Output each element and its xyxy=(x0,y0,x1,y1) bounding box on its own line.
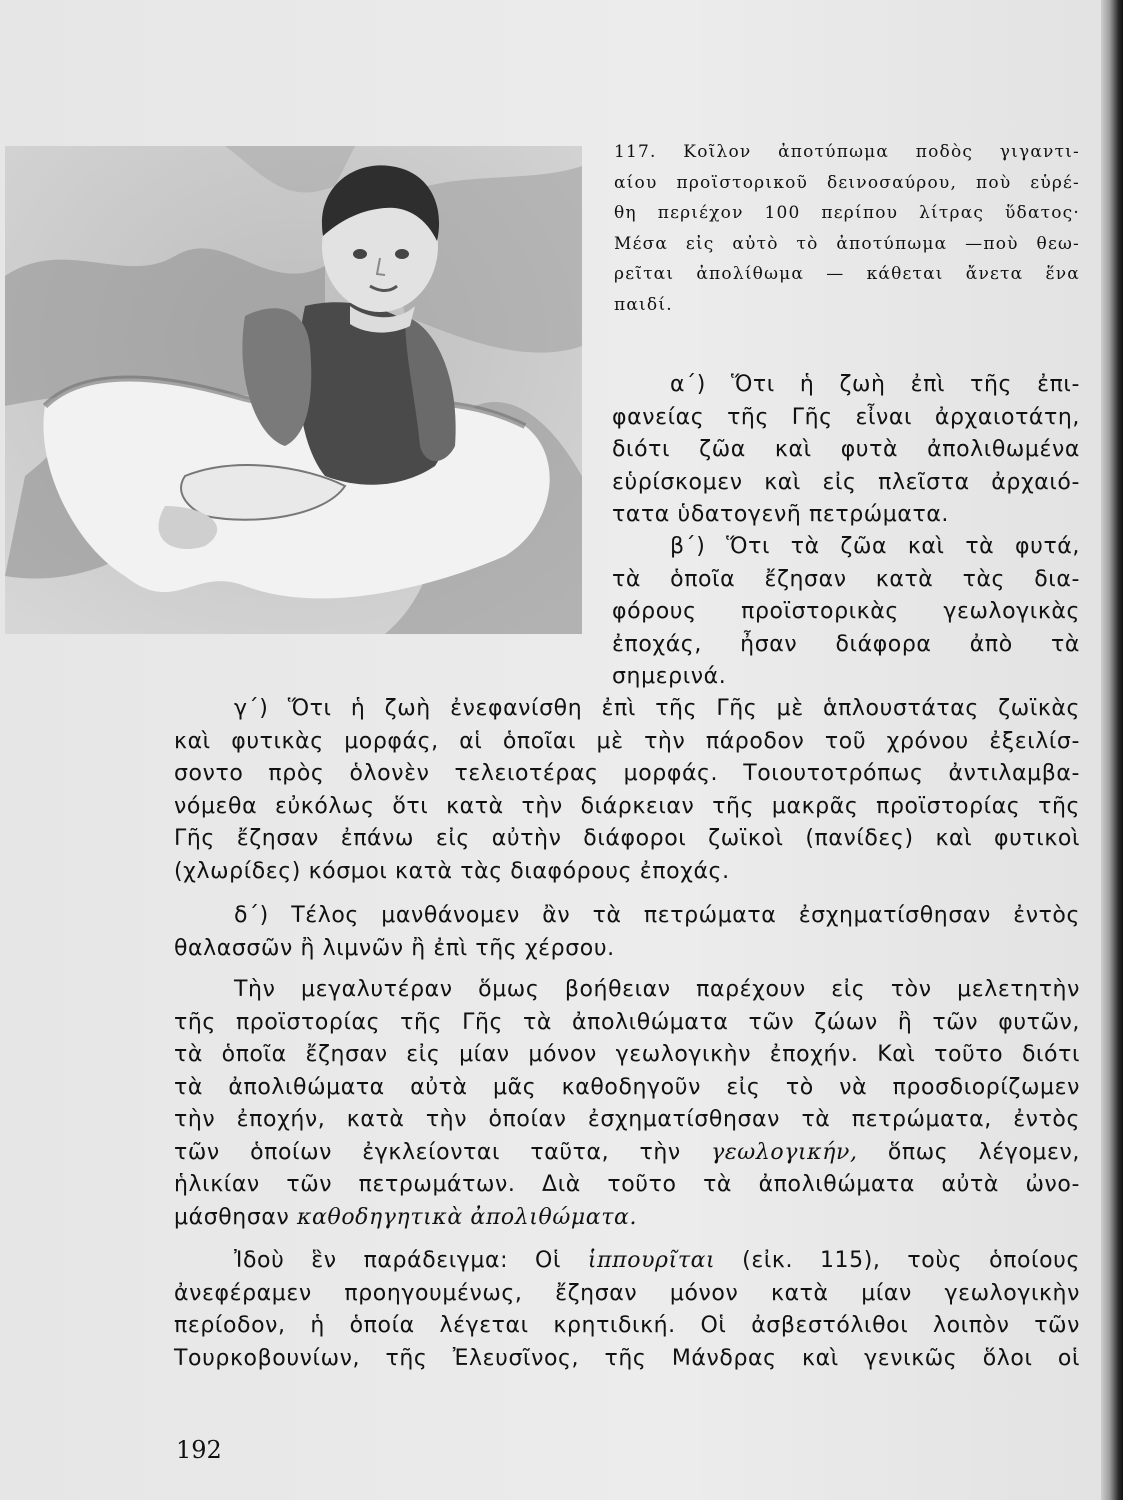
text-line: φανείας τῆς Γῆς εἶναι ἀρχαιοτάτη, xyxy=(612,404,1080,430)
text-line: ἀνεφέραμεν προηγουμένως, ἔζησαν μόνον κατὰ μίαν γεωλογικὴν xyxy=(174,1280,1080,1306)
caption-line: Μέσα εἰς αὐτὸ τὸ ἀποτύπωμα —ποὺ θεω- xyxy=(614,233,1080,254)
page-number: 192 xyxy=(176,1436,222,1464)
text-line: εὑρίσκομεν καὶ εἰς πλεῖστα ἀρχαιό- xyxy=(612,469,1080,495)
text-segment: (εἰκ. 115), τοὺς ὁποίους xyxy=(715,1248,1080,1273)
italic-term-geologiki: γεωλογικήν, xyxy=(711,1139,858,1165)
caption-line: παιδί. xyxy=(614,294,673,315)
text-line: φόρους προϊστορικὰς γεωλογικὰς xyxy=(612,599,1080,624)
paragraph-alpha xyxy=(612,369,1080,532)
italic-term-ippouritai: ἱππουρῖται xyxy=(587,1248,716,1273)
text-line: (χλωρίδες) κόσμοι κατὰ τὰς διαφόρους ἐποχάς. xyxy=(174,858,730,884)
text-line: θαλασσῶν ἢ λιμνῶν ἢ ἐπὶ τῆς χέρσου. xyxy=(174,935,615,961)
text-line: Τουρκοβουνίων, τῆς Ἐλευσῖνος, τῆς Μάνδρας καὶ γενικῶς ὅλοι οἱ xyxy=(174,1345,1080,1371)
text-line: τῆς προϊστορίας τῆς Γῆς τὰ ἀπολιθώματα τῶν ζώων ἢ τῶν φυτῶν, xyxy=(174,1009,1080,1035)
text-line: β΄) Ὅτι τὰ ζῶα καὶ τὰ φυτά, xyxy=(670,534,1080,559)
text-line: Τὴν μεγαλυτέραν ὅμως βοήθειαν παρέχουν εἰς τὸν μελετητὴν xyxy=(234,977,1080,1002)
caption-line: αίου προϊστορικοῦ δεινοσαύρου, ποὺ εὑρέ- xyxy=(614,172,1080,193)
text-line: περίοδον, ἡ ὁποία λέγεται κρητιδική. Οἱ ἀσβεστόλιθοι λοιπὸν τῶν xyxy=(174,1313,1080,1338)
paragraph-main xyxy=(174,974,1080,1234)
text-line: τὰ ὁποῖα ἔζησαν εἰς μίαν μόνον γεωλογικὴν ἐποχήν. Καὶ τοῦτο διότι xyxy=(174,1042,1080,1067)
text-segment: μάσθησαν xyxy=(174,1204,297,1230)
text-segment: τῶν ὁποίων ἐγκλείονται ταῦτα, τὴν xyxy=(174,1139,712,1165)
text-line: δ΄) Τέλος μανθάνομεν ἂν τὰ πετρώματα ἐσχηματίσθησαν ἐντὸς xyxy=(234,903,1080,928)
text-line: α΄) Ὅτι ἡ ζωὴ ἐπὶ τῆς ἐπι- xyxy=(670,372,1080,397)
figure-caption xyxy=(614,137,1080,320)
text-line: σημερινά. xyxy=(612,664,727,689)
paragraph-gamma xyxy=(174,693,1080,888)
figure-117-photo xyxy=(5,146,582,634)
text-line: τὴν ἐποχήν, κατὰ τὴν ὁποίαν ἐσχηματίσθησαν τὰ πετρώματα, ἐντὸς xyxy=(174,1107,1080,1132)
caption-line: ρεῖται ἀπολίθωμα — κάθεται ἄνετα ἕνα xyxy=(614,264,1080,284)
text-line: νόμεθα εὐκόλως ὅτι κατὰ τὴν διάρκειαν τῆς μακρᾶς προϊστορίας τῆς xyxy=(174,793,1080,819)
paragraph-beta xyxy=(612,531,1080,694)
italic-term-kathodigitika: καθοδηγητικὰ ἀπολιθώματα. xyxy=(296,1204,638,1230)
text-line: ἡλικίαν τῶν πετρωμάτων. Διὰ τοῦτο τὰ ἀπολιθώματα αὐτὰ ὠνο- xyxy=(174,1172,1080,1197)
text-line: διότι ζῶα καὶ φυτὰ ἀπολιθωμένα xyxy=(612,437,1080,462)
text-line: σοντο πρὸς ὁλονὲν τελειοτέρας μορφάς. Τοιουτοτρόπως ἀντιλαμβα- xyxy=(174,761,1080,786)
text-line xyxy=(174,1202,1080,1235)
caption-line: θη περιέχον 100 περίπου λίτρας ὕδατος· xyxy=(614,203,1080,223)
text-line: Γῆς ἔζησαν ἐπάνω εἰς αὐτὴν διάφοροι ζωϊκοὶ (πανίδες) καὶ φυτικοὶ xyxy=(174,826,1080,851)
text-line: τὰ ἀπολιθώματα αὐτὰ μᾶς καθοδηγοῦν εἰς τὸ νὰ προσδιορίζωμεν xyxy=(174,1074,1080,1100)
text-line: τατα ὑδατογενῆ πετρώματα. xyxy=(612,502,950,527)
text-segment: ὅπως λέγομεν, xyxy=(857,1139,1080,1165)
paragraph-example xyxy=(174,1245,1080,1375)
paragraph-delta xyxy=(174,900,1080,965)
caption-line: 117. Κοῖλον ἀποτύπωμα ποδὸς γιγαντι- xyxy=(614,142,1080,162)
text-line xyxy=(174,1137,1080,1170)
text-segment: Ἰδοὺ ἓν παράδειγμα: Οἱ xyxy=(234,1248,588,1273)
text-line: καὶ φυτικὰς μορφάς, αἱ ὁποῖαι μὲ τὴν πάροδον τοῦ χρόνου ἐξειλίσ- xyxy=(174,728,1080,754)
text-line: ἐποχάς, ἦσαν διάφορα ἀπὸ τὰ xyxy=(612,631,1080,657)
text-line xyxy=(174,1245,1080,1278)
text-line: γ΄) Ὅτι ἡ ζωὴ ἐνεφανίσθη ἐπὶ τῆς Γῆς μὲ ἁπλουστάτας ζωϊκὰς xyxy=(234,696,1080,721)
page-edge-shadow xyxy=(1101,0,1123,1500)
text-line: τὰ ὁποῖα ἔζησαν κατὰ τὰς δια- xyxy=(612,566,1080,592)
